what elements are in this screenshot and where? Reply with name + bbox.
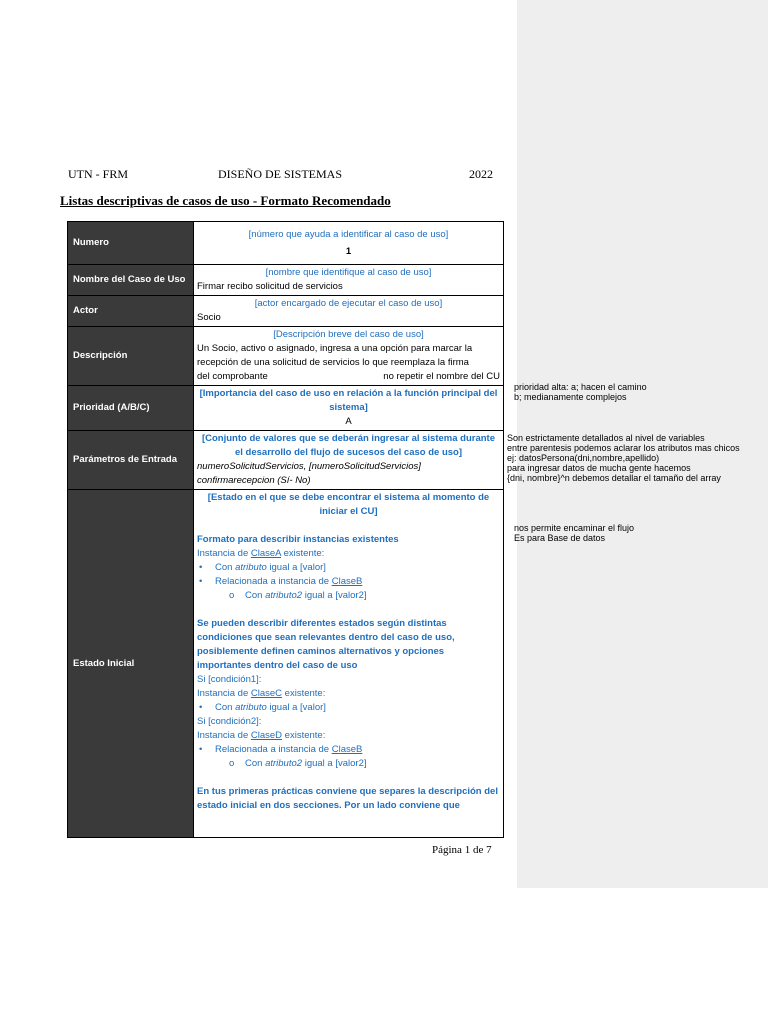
descripcion-line3a: del comprobante [197,371,268,382]
comment-estado: nos permite encaminar el flujo Es para Base de datos [514,523,635,543]
estado-con-atributo-c: • Con atributo igual a [valor] [197,701,500,715]
actor-value: Socio [197,312,221,323]
parametros-line1: numeroSolicitudServicios, [numeroSolicitudServicios] [197,461,421,472]
prioridad-value: A [345,416,352,427]
estado-diferentes: Se pueden describir diferentes estados según distintas condiciones que sean relevantes dentro del caso de uso, posiblemente definen caminos alternativos y opciones importantes dentro del caso de uso [197,618,455,671]
estado-con-atributo-a: • Con atributo igual a [valor] [197,561,500,575]
row-descripcion [68,327,504,386]
header-left: UTN - FRM [68,167,129,181]
parametros-line2: confirmarecepcion (Sí- No) [197,475,311,486]
row-parametros [68,431,504,490]
use-case-table [67,221,504,838]
label-nombre: Nombre del Caso de Uso [68,265,194,296]
label-descripcion: Descripción [68,327,194,386]
nombre-value: Firmar recibo solicitud de servicios [197,281,343,292]
descripcion-hint: [Descripción breve del caso de uso] [273,329,424,340]
comment-prioridad: prioridad alta: a; hacen el camino b; medianamente complejos [514,382,647,402]
estado-relacionada-a: • Relacionada a instancia de ClaseB [197,575,500,589]
numero-value: 1 [345,246,352,257]
estado-hint: [Estado en el que se debe encontrar el sistema al momento de iniciar el CU] [207,492,490,517]
label-estado-inicial: Estado Inicial [68,490,194,838]
actor-hint: [actor encargado de ejecutar el caso de uso] [254,298,443,309]
page-number: Página 1 de 7 [432,844,492,856]
nombre-hint: [nombre que identifique al caso de uso] [265,267,432,278]
header-center: DISEÑO DE SISTEMAS [218,167,343,181]
estado-con-atributo2-a: o Con atributo2 igual a [valor2] [197,589,500,603]
estado-formato: Formato para describir instancias existentes [197,534,399,545]
estado-si2: Si [condición2]: [197,716,262,727]
row-numero [68,222,504,265]
label-parametros: Parámetros de Entrada [68,431,194,490]
comment-parametros: Son estrictamente detallados al nivel de variables entre parentesis podemos aclarar los atributos mas chicos ej: datosPersona(dni,nombre,apellido) para ingresar datos de mucha gente hacemos {dni, nombre}^n debemos detallar el tamaño del array [507,433,740,483]
descripcion-line1: Un Socio, activo o asignado, ingresa a una opción para marcar la [197,343,473,354]
estado-con-atributo2-d: o Con atributo2 igual a [valor2] [197,757,500,771]
descripcion-line3b: no repetir el nombre del CU [383,371,500,382]
estado-instancia-c: Instancia de ClaseC existente: [197,688,326,699]
row-nombre [68,265,504,296]
label-prioridad: Prioridad (A/B/C) [68,386,194,431]
row-actor [68,296,504,327]
row-estado-inicial [68,490,504,838]
label-actor: Actor [68,296,194,327]
estado-instancia-a: Instancia de ClaseA existente: [197,548,325,559]
document-title: Listas descriptivas de casos de uso - Formato Recomendado [60,193,391,208]
label-numero: Numero [68,222,194,265]
estado-si1: Si [condición1]: [197,674,262,685]
header-right: 2022 [469,167,493,181]
numero-hint: [número que ayuda a identificar al caso de uso] [248,229,449,240]
estado-relacionada-d: • Relacionada a instancia de ClaseB [197,743,500,757]
parametros-hint: [Conjunto de valores que se deberán ingresar al sistema durante el desarrollo del flujo de sucesos del caso de uso] [201,433,495,458]
descripcion-line2: recepción de una solicitud de servicios lo que reemplaza la firma [197,357,469,368]
row-prioridad [68,386,504,431]
estado-practicas: En tus primeras prácticas conviene que separes la descripción del estado inicial en dos secciones. Por un lado conviene que [197,786,498,811]
prioridad-hint: [Importancia del caso de uso en relación a la función principal del sistema] [199,388,498,413]
estado-instancia-d: Instancia de ClaseD existente: [197,730,326,741]
